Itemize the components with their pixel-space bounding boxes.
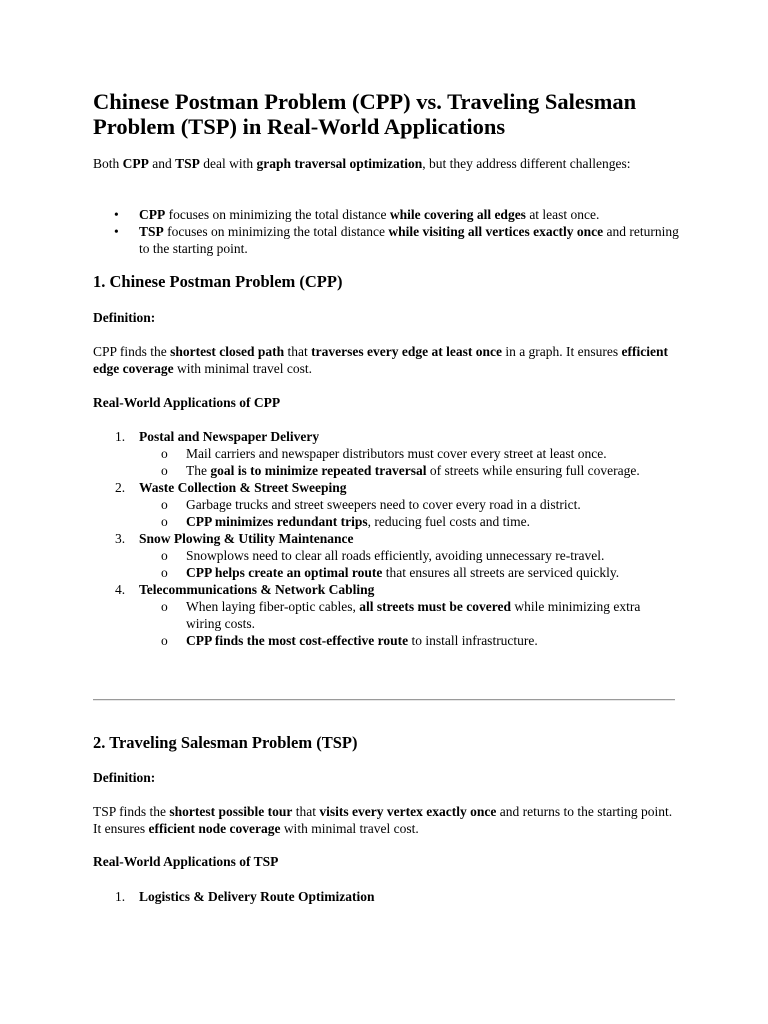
tsp-definition-label: Definition: (93, 770, 156, 785)
sub-bullet-icon: o (161, 497, 168, 512)
cpp-app-detail: o CPP finds the most cost-effective route to install infrastructure. (161, 633, 538, 648)
bullet-tsp: • TSP focuses on minimizing the total distance while visiting all vertices exactly once and returning to the starting point. (114, 224, 679, 256)
cpp-applications-list (93, 428, 675, 649)
cpp-app-detail: o CPP helps create an optimal route that ensures all streets are serviced quickly. (161, 565, 620, 580)
intro-paragraph: Both CPP and TSP deal with graph traversal optimization, but they address different challenges: (93, 156, 631, 171)
cpp-definition-label: Definition: (93, 310, 156, 325)
sub-bullet-icon: o (161, 463, 168, 478)
cpp-app-detail: o CPP minimizes redundant trips, reducing fuel costs and time. (161, 514, 530, 529)
cpp-app-detail: o Mail carriers and newspaper distributors must cover every street at least once. (161, 446, 607, 461)
cpp-app-title: Telecommunications & Network Cabling (139, 582, 375, 597)
tsp-section-heading: 2. Traveling Salesman Problem (TSP) (93, 733, 358, 752)
cpp-app-detail: o Snowplows need to clear all roads efficiently, avoiding unnecessary re-travel. (161, 548, 605, 563)
tsp-applications-list (93, 888, 675, 905)
cpp-app-detail: o The goal is to minimize repeated traversal of streets while ensuring full coverage. (161, 463, 640, 478)
sub-bullet-icon: o (161, 565, 168, 580)
cpp-app-detail: o Garbage trucks and street sweepers need to cover every road in a district. (161, 497, 581, 512)
cpp-app-item: 2. Waste Collection & Street Sweeping o Garbage trucks and street sweepers need to cover every road in a district. o CPP minimizes redundant trips, reducing fuel costs and time. (93, 479, 675, 530)
cpp-app-title: Postal and Newspaper Delivery (139, 429, 320, 444)
cpp-app-item: 3. Snow Plowing & Utility Maintenance o Snowplows need to clear all roads efficiently, avoiding unnecessary re-travel. o CPP helps create an optimal route that ensures all streets are serviced quickly. (93, 530, 675, 581)
bullet-cpp: • CPP focuses on minimizing the total distance while covering all edges at least once. (114, 207, 600, 222)
cpp-definition-text: CPP finds the shortest closed path that traverses every edge at least once in a graph. It ensures efficient edge coverage with minimal travel cost. (93, 344, 669, 376)
sub-bullet-icon: o (161, 548, 168, 563)
cpp-app-item: 4. Telecommunications & Network Cabling o When laying fiber-optic cables, all streets must be covered while minimizing extra wiring costs. o CPP finds the most cost-effective route to install infrastructure. (93, 581, 675, 649)
tsp-apps-heading: Real-World Applications of TSP (93, 854, 279, 869)
document-title: Chinese Postman Problem (CPP) vs. Traveling Salesman Problem (TSP) in Real-World Applications (93, 89, 637, 139)
cpp-app-detail: o When laying fiber-optic cables, all streets must be covered while minimizing extra wiring costs. (161, 599, 641, 631)
intro-bullet-list (93, 206, 683, 257)
sub-bullet-icon: o (161, 599, 168, 614)
sub-bullet-icon: o (161, 446, 168, 461)
sub-bullet-icon: o (161, 514, 168, 529)
cpp-app-item: 1. Postal and Newspaper Delivery o Mail carriers and newspaper distributors must cover every street at least once. o The goal is to minimize repeated traversal of streets while ensuring full coverage. (93, 428, 675, 479)
tsp-app-title: Logistics & Delivery Route Optimization (139, 889, 375, 904)
cpp-apps-heading: Real-World Applications of CPP (93, 395, 281, 410)
tsp-app-item: 1. Logistics & Delivery Route Optimization (115, 889, 375, 904)
tsp-definition-text: TSP finds the shortest possible tour that visits every vertex exactly once and returns to the starting point. It ensures efficient node coverage with minimal travel cost. (93, 804, 673, 836)
cpp-section-heading: 1. Chinese Postman Problem (CPP) (93, 272, 343, 291)
cpp-app-title: Waste Collection & Street Sweeping (139, 480, 347, 495)
section-divider (93, 699, 675, 701)
cpp-app-title: Snow Plowing & Utility Maintenance (139, 531, 354, 546)
bullet-icon: • (114, 207, 119, 222)
sub-bullet-icon: o (161, 633, 168, 648)
bullet-icon: • (114, 224, 119, 239)
